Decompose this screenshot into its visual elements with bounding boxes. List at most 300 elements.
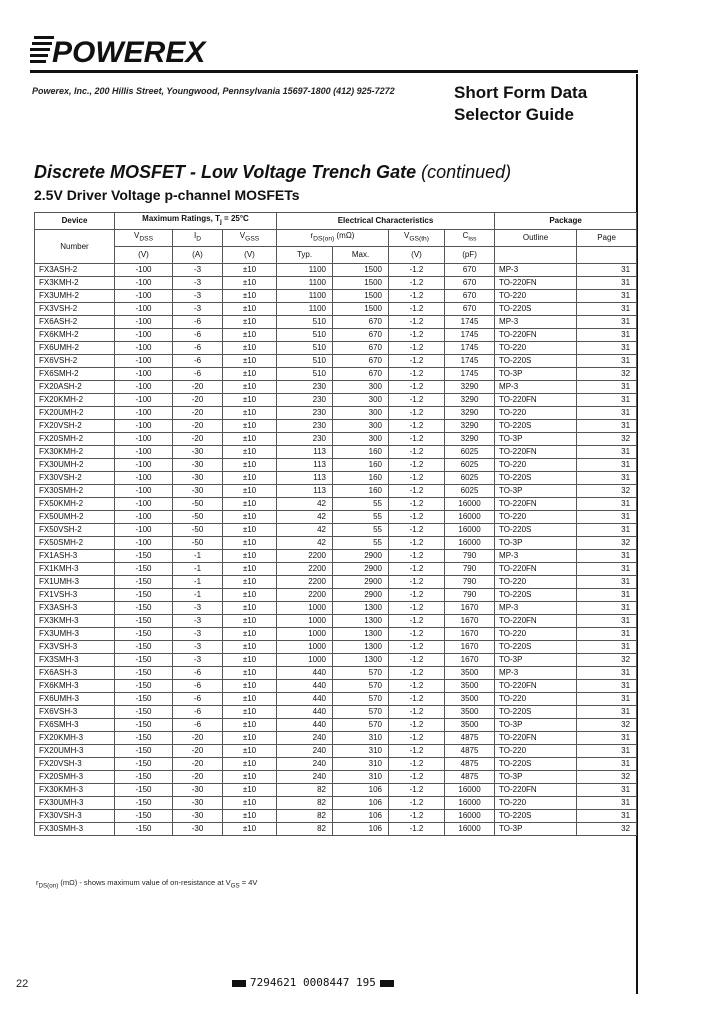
header-number: Number [35,230,115,264]
cell-device: FX50VSH-2 [35,524,115,537]
cell-vdss: -100 [115,472,173,485]
cell-vdss: -100 [115,511,173,524]
cell-vdss: -150 [115,667,173,680]
cell-id: -3 [173,628,223,641]
cell-vgss: ±10 [223,732,277,745]
cell-page: 31 [577,394,637,407]
cell-vdss: -100 [115,433,173,446]
cell-device: FX6KMH-2 [35,329,115,342]
table-row [35,563,637,576]
cell-outline: MP-3 [495,602,577,615]
cell-vgss: ±10 [223,472,277,485]
cell-typ: 42 [277,498,333,511]
cell-vdss: -100 [115,316,173,329]
cell-vdss: -150 [115,602,173,615]
cell-vth: -1.2 [389,628,445,641]
cell-max: 2900 [333,589,389,602]
header-typ: Typ. [277,247,333,264]
cell-page: 31 [577,745,637,758]
cell-vth: -1.2 [389,407,445,420]
header-rule [30,70,638,73]
header-electrical: Electrical Characteristics [277,213,495,230]
cell-vgss: ±10 [223,589,277,602]
cell-typ: 1100 [277,264,333,277]
table-row [35,797,637,810]
cell-outline: TO-220S [495,355,577,368]
cell-ciss: 1745 [445,329,495,342]
cell-ciss: 3500 [445,719,495,732]
header-max: Max. [333,247,389,264]
table-row [35,771,637,784]
cell-vgss: ±10 [223,264,277,277]
cell-vgss: ±10 [223,706,277,719]
cell-id: -50 [173,498,223,511]
cell-outline: TO-220 [495,511,577,524]
cell-outline: MP-3 [495,667,577,680]
cell-vgss: ±10 [223,563,277,576]
cell-vgss: ±10 [223,407,277,420]
cell-device: FX1KMH-3 [35,563,115,576]
cell-page: 31 [577,329,637,342]
cell-vdss: -150 [115,576,173,589]
cell-vth: -1.2 [389,680,445,693]
cell-id: -50 [173,524,223,537]
cell-vth: -1.2 [389,797,445,810]
cell-device: FX3ASH-3 [35,602,115,615]
cell-outline: TO-220FN [495,329,577,342]
cell-device: FX3SMH-3 [35,654,115,667]
table-row [35,407,637,420]
cell-max: 55 [333,498,389,511]
cell-typ: 510 [277,355,333,368]
cell-typ: 230 [277,420,333,433]
cell-outline: TO-220 [495,407,577,420]
cell-outline: TO-220 [495,342,577,355]
cell-ciss: 1670 [445,641,495,654]
cell-page: 31 [577,680,637,693]
cell-ciss: 3500 [445,667,495,680]
cell-id: -30 [173,810,223,823]
table-row [35,823,637,836]
cell-vdss: -100 [115,394,173,407]
table-row [35,303,637,316]
cell-outline: TO-220FN [495,563,577,576]
cell-outline: TO-220FN [495,784,577,797]
section-title-suffix: (continued) [421,162,512,182]
cell-page: 32 [577,433,637,446]
cell-max: 55 [333,524,389,537]
cell-vdss: -100 [115,355,173,368]
cell-vdss: -100 [115,290,173,303]
cell-vgss: ±10 [223,745,277,758]
unit-id: (A) [173,247,223,264]
table-row [35,680,637,693]
cell-vth: -1.2 [389,511,445,524]
cell-outline: TO-220S [495,758,577,771]
cell-typ: 1100 [277,303,333,316]
header-device: Device [35,213,115,230]
cell-page: 31 [577,407,637,420]
cell-vgss: ±10 [223,758,277,771]
cell-vgss: ±10 [223,459,277,472]
cell-ciss: 670 [445,303,495,316]
cell-vgss: ±10 [223,602,277,615]
cell-outline: TO-220S [495,706,577,719]
cell-max: 106 [333,823,389,836]
cell-device: FX1ASH-3 [35,550,115,563]
cell-vdss: -150 [115,641,173,654]
cell-vth: -1.2 [389,706,445,719]
cell-id: -6 [173,706,223,719]
cell-device: FX20UMH-3 [35,745,115,758]
cell-vth: -1.2 [389,355,445,368]
cell-vth: -1.2 [389,654,445,667]
cell-ciss: 16000 [445,823,495,836]
table-row [35,706,637,719]
cell-ciss: 16000 [445,810,495,823]
cell-vth: -1.2 [389,589,445,602]
table-row [35,784,637,797]
cell-id: -30 [173,485,223,498]
cell-page: 31 [577,693,637,706]
cell-vdss: -100 [115,277,173,290]
cell-typ: 113 [277,446,333,459]
table-row [35,420,637,433]
cell-outline: TO-220FN [495,680,577,693]
cell-vth: -1.2 [389,550,445,563]
barcode-mark-right [380,980,394,987]
cell-id: -3 [173,277,223,290]
table-row [35,498,637,511]
cell-outline: TO-220S [495,641,577,654]
cell-max: 300 [333,420,389,433]
header-ciss: $C_{iss}$ [445,230,495,247]
table-row [35,550,637,563]
cell-ciss: 1745 [445,368,495,381]
cell-vgss: ±10 [223,381,277,394]
cell-vth: -1.2 [389,485,445,498]
mosfet-table-wrap [34,212,636,836]
cell-vth: -1.2 [389,433,445,446]
cell-vth: -1.2 [389,758,445,771]
cell-vgss: ±10 [223,316,277,329]
cell-page: 32 [577,719,637,732]
cell-device: FX6SMH-2 [35,368,115,381]
cell-ciss: 16000 [445,498,495,511]
cell-vth: -1.2 [389,381,445,394]
cell-outline: TO-220 [495,290,577,303]
cell-device: FX20UMH-2 [35,407,115,420]
barcode [228,976,398,989]
cell-outline: TO-220FN [495,498,577,511]
header-vgsth: $V_{GS(th)}$ [389,230,445,247]
cell-page: 31 [577,264,637,277]
cell-device: FX6VSH-2 [35,355,115,368]
cell-vgss: ±10 [223,537,277,550]
table-row [35,654,637,667]
cell-vdss: -150 [115,706,173,719]
cell-page: 31 [577,446,637,459]
cell-id: -3 [173,290,223,303]
cell-ciss: 670 [445,264,495,277]
cell-id: -30 [173,784,223,797]
cell-vgss: ±10 [223,446,277,459]
cell-device: FX6ASH-3 [35,667,115,680]
cell-page: 31 [577,810,637,823]
cell-max: 310 [333,758,389,771]
table-row [35,316,637,329]
cell-outline: TO-3P [495,433,577,446]
cell-outline: TO-220FN [495,277,577,290]
cell-page: 31 [577,316,637,329]
cell-typ: 42 [277,524,333,537]
cell-vdss: -150 [115,680,173,693]
cell-typ: 440 [277,719,333,732]
cell-outline: TO-220S [495,589,577,602]
cell-vth: -1.2 [389,498,445,511]
cell-vth: -1.2 [389,329,445,342]
page-number: 22 [16,978,29,990]
cell-vdss: -150 [115,758,173,771]
cell-id: -1 [173,576,223,589]
cell-ciss: 16000 [445,784,495,797]
cell-max: 670 [333,316,389,329]
cell-page: 31 [577,589,637,602]
cell-device: FX20VSH-2 [35,420,115,433]
cell-typ: 82 [277,823,333,836]
cell-vth: -1.2 [389,784,445,797]
cell-outline: TO-220 [495,693,577,706]
cell-vgss: ±10 [223,654,277,667]
cell-device: FX50SMH-2 [35,537,115,550]
cell-ciss: 1670 [445,628,495,641]
cell-ciss: 6025 [445,472,495,485]
cell-id: -20 [173,394,223,407]
cell-vgss: ±10 [223,719,277,732]
cell-max: 1300 [333,615,389,628]
cell-max: 55 [333,537,389,550]
cell-vdss: -100 [115,303,173,316]
cell-device: FX6VSH-3 [35,706,115,719]
cell-vdss: -100 [115,446,173,459]
cell-vth: -1.2 [389,342,445,355]
cell-outline: TO-220S [495,420,577,433]
cell-typ: 240 [277,732,333,745]
cell-device: FX30SMH-2 [35,485,115,498]
cell-device: FX20KMH-3 [35,732,115,745]
table-row [35,732,637,745]
cell-vth: -1.2 [389,576,445,589]
cell-id: -6 [173,316,223,329]
cell-typ: 2200 [277,576,333,589]
table-row [35,667,637,680]
cell-page: 31 [577,576,637,589]
cell-id: -6 [173,680,223,693]
cell-max: 310 [333,745,389,758]
cell-typ: 42 [277,537,333,550]
header-vgss: $V_{GSS}$ [223,230,277,247]
table-row [35,277,637,290]
cell-page: 32 [577,823,637,836]
cell-vgss: ±10 [223,524,277,537]
cell-typ: 1100 [277,277,333,290]
table-row [35,381,637,394]
cell-page: 31 [577,784,637,797]
table-unit-header-row [35,247,637,264]
cell-page: 31 [577,797,637,810]
cell-ciss: 1670 [445,654,495,667]
cell-vgss: ±10 [223,784,277,797]
cell-vdss: -100 [115,264,173,277]
cell-ciss: 3500 [445,706,495,719]
cell-max: 670 [333,342,389,355]
cell-device: FX3UMH-3 [35,628,115,641]
header-page: Page [577,230,637,247]
cell-id: -3 [173,654,223,667]
cell-page: 31 [577,355,637,368]
company-address: Powerex, Inc., 200 Hillis Street, Youngwood, Pennsylvania 15697-1800 (412) 925-7272 [32,86,395,96]
cell-id: -3 [173,602,223,615]
cell-max: 2900 [333,563,389,576]
cell-max: 160 [333,472,389,485]
cell-ciss: 1745 [445,342,495,355]
table-row [35,394,637,407]
cell-ciss: 4875 [445,732,495,745]
cell-vgss: ±10 [223,277,277,290]
table-row [35,810,637,823]
cell-vth: -1.2 [389,472,445,485]
cell-ciss: 3290 [445,420,495,433]
cell-vdss: -100 [115,459,173,472]
cell-page: 31 [577,303,637,316]
cell-device: FX30KMH-2 [35,446,115,459]
cell-page: 31 [577,381,637,394]
cell-device: FX20VSH-3 [35,758,115,771]
cell-typ: 240 [277,771,333,784]
unit-vgsth: (V) [389,247,445,264]
cell-max: 160 [333,485,389,498]
unit-vdss: (V) [115,247,173,264]
table-col-header-row [35,230,637,247]
cell-page: 31 [577,524,637,537]
cell-vth: -1.2 [389,732,445,745]
cell-vth: -1.2 [389,823,445,836]
cell-max: 2900 [333,550,389,563]
cell-id: -20 [173,758,223,771]
cell-ciss: 16000 [445,537,495,550]
cell-outline: TO-220 [495,628,577,641]
cell-typ: 230 [277,407,333,420]
cell-outline: TO-220 [495,459,577,472]
table-row [35,511,637,524]
cell-id: -1 [173,563,223,576]
powerex-logo [30,30,212,68]
table-row [35,628,637,641]
table-row [35,433,637,446]
cell-typ: 1000 [277,641,333,654]
cell-id: -20 [173,732,223,745]
cell-vdss: -150 [115,654,173,667]
table-row [35,615,637,628]
cell-outline: TO-220FN [495,615,577,628]
cell-page: 31 [577,459,637,472]
cell-ciss: 3500 [445,680,495,693]
section-title-main: Discrete MOSFET - Low Voltage Trench Gate [34,162,417,182]
table-group-header-row [35,213,637,230]
cell-outline: TO-220S [495,303,577,316]
cell-ciss: 6025 [445,446,495,459]
cell-page: 31 [577,602,637,615]
cell-vgss: ±10 [223,810,277,823]
table-row [35,602,637,615]
cell-ciss: 6025 [445,459,495,472]
cell-vth: -1.2 [389,693,445,706]
cell-max: 160 [333,459,389,472]
cell-vgss: ±10 [223,667,277,680]
cell-id: -20 [173,433,223,446]
cell-outline: TO-220 [495,797,577,810]
cell-ciss: 790 [445,576,495,589]
cell-page: 31 [577,420,637,433]
cell-vth: -1.2 [389,602,445,615]
cell-vth: -1.2 [389,316,445,329]
cell-typ: 510 [277,329,333,342]
unit-vgss: (V) [223,247,277,264]
cell-page: 32 [577,368,637,381]
cell-outline: TO-220FN [495,394,577,407]
table-row [35,576,637,589]
cell-outline: TO-3P [495,485,577,498]
cell-vgss: ±10 [223,485,277,498]
table-row [35,719,637,732]
cell-typ: 82 [277,784,333,797]
cell-ciss: 790 [445,589,495,602]
cell-ciss: 4875 [445,771,495,784]
cell-page: 31 [577,498,637,511]
cell-ciss: 3290 [445,407,495,420]
cell-ciss: 4875 [445,745,495,758]
cell-vdss: -100 [115,407,173,420]
cell-typ: 1000 [277,654,333,667]
cell-typ: 1100 [277,290,333,303]
section-subtitle: 2.5V Driver Voltage p-channel MOSFETs [34,187,300,203]
cell-max: 1500 [333,264,389,277]
cell-device: FX50UMH-2 [35,511,115,524]
cell-device: FX30UMH-3 [35,797,115,810]
cell-vgss: ±10 [223,342,277,355]
cell-vgss: ±10 [223,823,277,836]
cell-ciss: 670 [445,277,495,290]
cell-page: 31 [577,342,637,355]
table-row [35,745,637,758]
cell-page: 32 [577,654,637,667]
cell-max: 310 [333,732,389,745]
unit-ciss: (pF) [445,247,495,264]
cell-page: 31 [577,706,637,719]
cell-vth: -1.2 [389,537,445,550]
header-blank-page [577,247,637,264]
cell-typ: 1000 [277,602,333,615]
cell-page: 31 [577,290,637,303]
cell-vth: -1.2 [389,446,445,459]
cell-ciss: 16000 [445,511,495,524]
cell-vgss: ±10 [223,693,277,706]
cell-max: 55 [333,511,389,524]
cell-id: -20 [173,771,223,784]
cell-vth: -1.2 [389,420,445,433]
cell-vth: -1.2 [389,290,445,303]
cell-page: 31 [577,550,637,563]
